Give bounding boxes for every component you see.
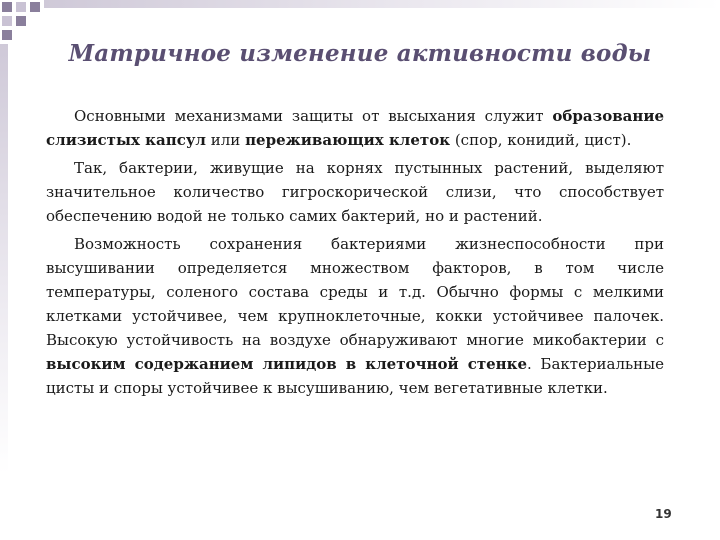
text-segment: (спор, конидий, цист).: [450, 131, 632, 149]
decor-square: [2, 30, 12, 40]
text-segment: Так, бактерии, живущие на корнях пустынных растений, выделяют значительное количество гигроскорической слизи, что способствует обеспечению водой не только самих бактерий, но и растений.: [46, 159, 664, 225]
paragraph: [46, 156, 664, 228]
decor-square: [16, 2, 26, 12]
slide-title: Матричное изменение активности воды: [68, 40, 652, 67]
text-segment: Возможность сохранения бактериями жизнеспособности при высушивании определяется множеством факторов, в том числе температуры, соленого состава среды и т.д. Обычно формы с мелкими клетками устойчивее, чем крупноклеточные, кокки устойчивее палочек. Высокую устойчивость на воздухе обнаруживают многие микобактерии с: [46, 235, 664, 349]
paragraph: [46, 104, 664, 152]
text-segment: или: [206, 131, 246, 149]
text-segment: . Бактериальные цисты и споры устойчивее к высушиванию, чем вегетативные клетки.: [46, 355, 664, 397]
decor-square: [2, 16, 12, 26]
left-decor-bar: [0, 44, 8, 474]
decor-square: [2, 2, 12, 12]
text-segment: Основными механизмами защиты от высыхания служит: [74, 107, 553, 125]
paragraph: [46, 232, 664, 400]
bold-text: высоким содержанием липидов в клеточной стенке: [46, 355, 528, 373]
slide-body: [46, 104, 664, 404]
page-number: 19: [655, 507, 672, 521]
decor-square: [30, 2, 40, 12]
decor-square: [16, 16, 26, 26]
bold-text: переживающих клеток: [245, 131, 451, 149]
top-decor-bar: [44, 0, 720, 8]
bold-text: образование слизистых капсул: [46, 107, 664, 149]
